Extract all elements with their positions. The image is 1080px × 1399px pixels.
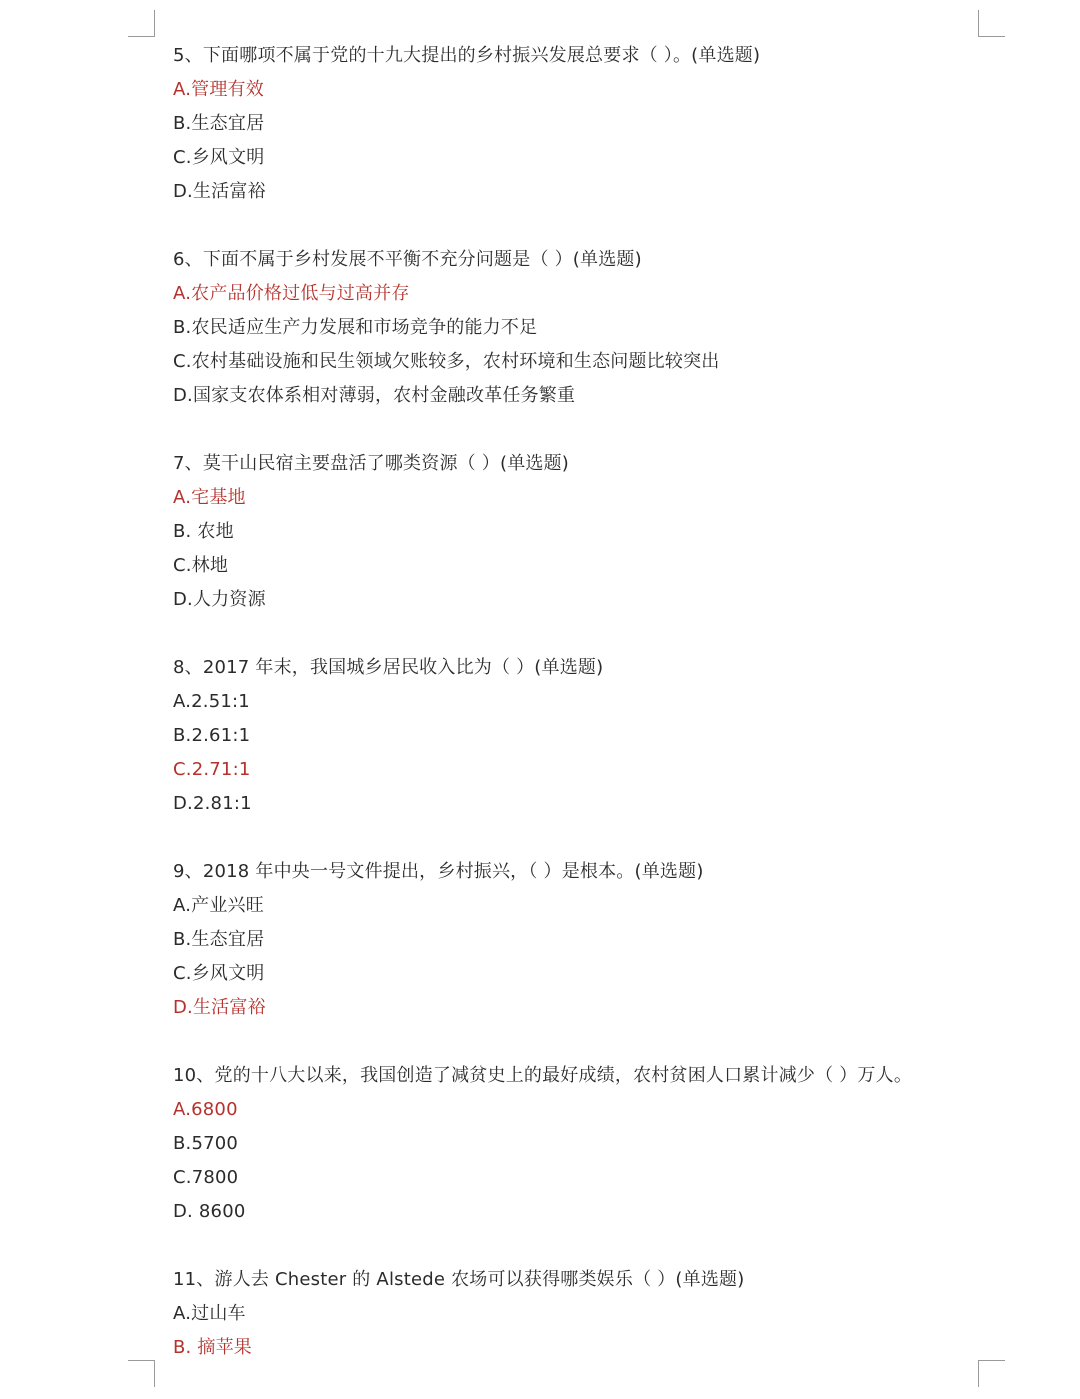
option-b: B. 农地	[173, 521, 234, 542]
option-c: C.乡风文明	[173, 963, 265, 984]
question-stem: 9、2018 年中央一号文件提出，乡村振兴，（ ）是根本。(单选题)	[173, 861, 704, 882]
question-5	[173, 39, 973, 209]
option-b: B.2.61:1	[173, 725, 251, 746]
question-list	[173, 39, 973, 1399]
option-a: A.2.51:1	[173, 691, 250, 712]
option-a: A.宅基地	[173, 487, 246, 508]
page-corner-mark-bottom-left	[128, 1360, 155, 1387]
question-stem: 8、2017 年末，我国城乡居民收入比为（ ）(单选题)	[173, 657, 604, 678]
question-6	[173, 243, 973, 413]
option-d: D.生活富裕	[173, 181, 266, 202]
option-b: B.生态宜居	[173, 929, 265, 950]
question-7	[173, 447, 973, 617]
option-d: D.国家支农体系相对薄弱，农村金融改革任务繁重	[173, 385, 576, 406]
option-a: A.6800	[173, 1099, 238, 1120]
option-c: C.2.71:1	[173, 759, 251, 780]
option-a: A.过山车	[173, 1303, 246, 1324]
option-d: D.2.81:1	[173, 793, 252, 814]
question-9	[173, 855, 973, 1025]
option-b: B.农民适应生产力发展和市场竞争的能力不足	[173, 317, 538, 338]
option-a: A.管理有效	[173, 79, 264, 100]
question-stem: 5、下面哪项不属于党的十九大提出的乡村振兴发展总要求（ ）。(单选题)	[173, 45, 761, 66]
option-a: A.农产品价格过低与过高并存	[173, 283, 410, 304]
option-d: D.人力资源	[173, 589, 266, 610]
option-b: B.5700	[173, 1133, 239, 1154]
question-10	[173, 1059, 973, 1229]
page-corner-mark-top-left	[128, 10, 155, 37]
page-corner-mark-top-right	[978, 10, 1005, 37]
option-c: C.乡风文明	[173, 147, 265, 168]
option-b: B. 摘苹果	[173, 1337, 252, 1358]
question-stem: 10、党的十八大以来，我国创造了减贫史上的最好成绩，农村贫困人口累计减少（ ）万人。	[173, 1065, 913, 1086]
option-c: C.农村基础设施和民生领域欠账较多，农村环境和生态问题比较突出	[173, 351, 720, 372]
option-a: A.产业兴旺	[173, 895, 264, 916]
option-d: D.生活富裕	[173, 997, 266, 1018]
option-c: C.林地	[173, 555, 229, 576]
question-stem: 11、游人去 Chester 的 Alstede 农场可以获得哪类娱乐（ ）(单选题)	[173, 1269, 745, 1290]
question-8	[173, 651, 973, 821]
question-stem: 6、下面不属于乡村发展不平衡不充分问题是（ ）(单选题)	[173, 249, 642, 270]
question-stem: 7、莫干山民宿主要盘活了哪类资源（ ）(单选题)	[173, 453, 570, 474]
option-c: C.7800	[173, 1167, 239, 1188]
question-11	[173, 1263, 973, 1365]
page-corner-mark-bottom-right	[978, 1360, 1005, 1387]
option-b: B.生态宜居	[173, 113, 265, 134]
option-d: D. 8600	[173, 1201, 246, 1222]
